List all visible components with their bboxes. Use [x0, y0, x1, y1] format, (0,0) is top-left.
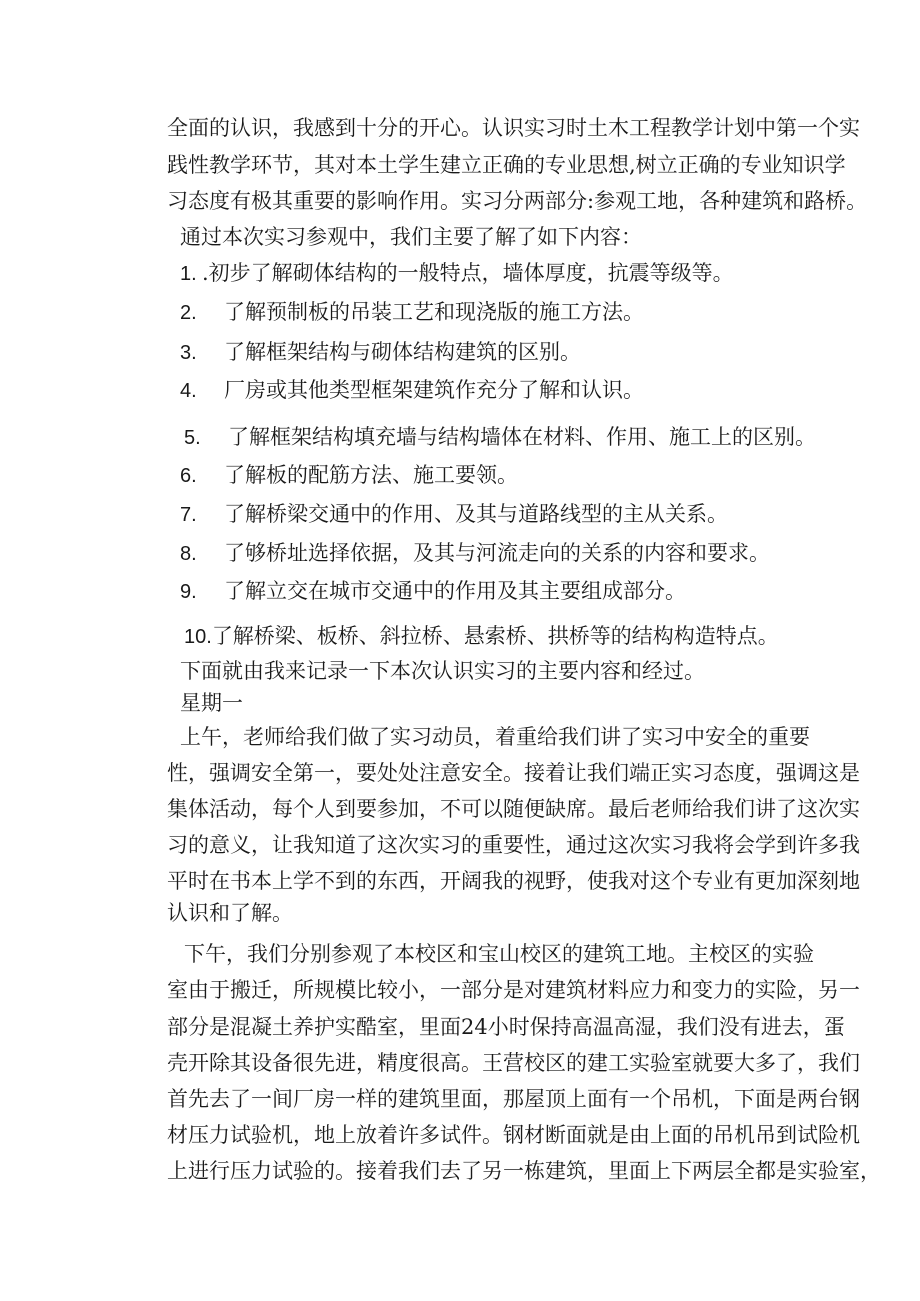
list-item-number: 2. [180, 302, 197, 324]
list-item [180, 539, 770, 568]
list-item [180, 577, 686, 606]
morning-line-3: 集体活动，每个人到要参加，不可以随便缺席。最后老师给我们讲了这次实 [167, 797, 860, 821]
list-item [180, 259, 734, 288]
morning-line-5: 平时在书本上学不到的东西，开阔我的视野，使我对这个专业有更加深刻地 [167, 869, 860, 893]
list-item-text: 了解桥梁交通中的作用、及其与道路线型的主从关系。 [224, 502, 728, 526]
afternoon-line-1: 下午，我们分别参观了本校区和宝山校区的建筑工地。主校区的实验 [184, 942, 814, 966]
afternoon-line-5: 首先去了一间厂房一样的建筑里面，那屋顶上面有一个吊机，下面是两台钢 [167, 1087, 860, 1111]
morning-line-4: 习的意义，让我知道了这次实习的重要性，通过这次实习我将会学到许多我 [167, 833, 860, 857]
list-item [180, 298, 644, 327]
list-item-text: 了解板的配筋方法、施工要领。 [224, 463, 518, 487]
list-item-number: 10. [184, 626, 212, 648]
list-item-text: 了够桥址选择依据，及其与河流走向的关系的内容和要求。 [224, 541, 770, 565]
list-item-text: 了解桥梁、板桥、斜拉桥、悬索桥、拱桥等的结构构造特点。 [211, 624, 779, 648]
afternoon-line-6: 材压力试验机，地上放着许多试件。钢材断面就是由上面的吊机吊到试险机 [167, 1123, 860, 1147]
record-lead: 下面就由我来记录一下本次认识实习的主要内容和经过。 [180, 659, 705, 683]
list-item [180, 338, 581, 367]
list-item-number: 6. [180, 465, 197, 487]
afternoon-line-7: 上进行压力试验的。接着我们去了另一栋建筑，里面上下两层全都是实验室， [167, 1159, 881, 1183]
afternoon-line-4: 壳开除其设备很先进，精度很高。王营校区的建工实验室就要大多了，我们 [167, 1051, 860, 1075]
list-item-number: 8. [180, 543, 197, 565]
intro-line-2: 践性教学环节，其对本土学生建立正确的专业思想,树立正确的专业知识学 [167, 153, 846, 177]
list-item-number: 1. [180, 263, 197, 285]
list-item-text: 厂房或其他类型框架建筑作充分了解和认识。 [224, 378, 644, 402]
day-heading: 星期一 [180, 691, 243, 715]
morning-line-1: 上午，老师给我们做了实习动员，着重给我们讲了实习中安全的重要 [180, 725, 810, 749]
list-item-text: .初步了解砌体结构的一般特点，墙体厚度，抗震等级等。 [202, 261, 734, 285]
afternoon-line-3: 部分是混凝土养护实酷室，里面24小时保持高温高湿，我们没有进去，蛋 [167, 1015, 845, 1039]
intro-line-1: 全面的认识，我感到十分的开心。认识实习时土木工程教学计划中第一个实 [167, 116, 860, 140]
morning-line-6: 认识和了解。 [167, 901, 293, 925]
summary-lead: 通过本次实习参观中，我们主要了解了如下内容： [180, 225, 642, 249]
list-item [184, 423, 816, 452]
list-item [184, 622, 779, 651]
list-item-text: 了解预制板的吊装工艺和现浇版的施工方法。 [224, 300, 644, 324]
list-item-text: 了解框架结构填充墙与结构墙体在材料、作用、施工上的区别。 [228, 425, 816, 449]
list-item [180, 500, 728, 529]
list-item-number: 5. [184, 427, 201, 449]
afternoon-line-2: 室由于搬迁，所规模比较小，一部分是对建筑材料应力和变力的实险，另一 [167, 978, 860, 1002]
list-item-text: 了解框架结构与砌体结构建筑的区别。 [224, 340, 581, 364]
list-item [180, 461, 518, 490]
list-item-number: 7. [180, 504, 197, 526]
list-item-number: 9. [180, 581, 197, 603]
list-item-text: 了解立交在城市交通中的作用及其主要组成部分。 [224, 579, 686, 603]
list-item [180, 376, 644, 405]
list-item-number: 4. [180, 380, 197, 402]
list-item-number: 3. [180, 342, 197, 364]
morning-line-2: 性，强调安全第一，要处处注意安全。接着让我们端正实习态度，强调这是 [167, 761, 860, 785]
intro-line-3: 习态度有极其重要的影响作用。实习分两部分:参观工地，各种建筑和路桥。 [167, 189, 868, 213]
